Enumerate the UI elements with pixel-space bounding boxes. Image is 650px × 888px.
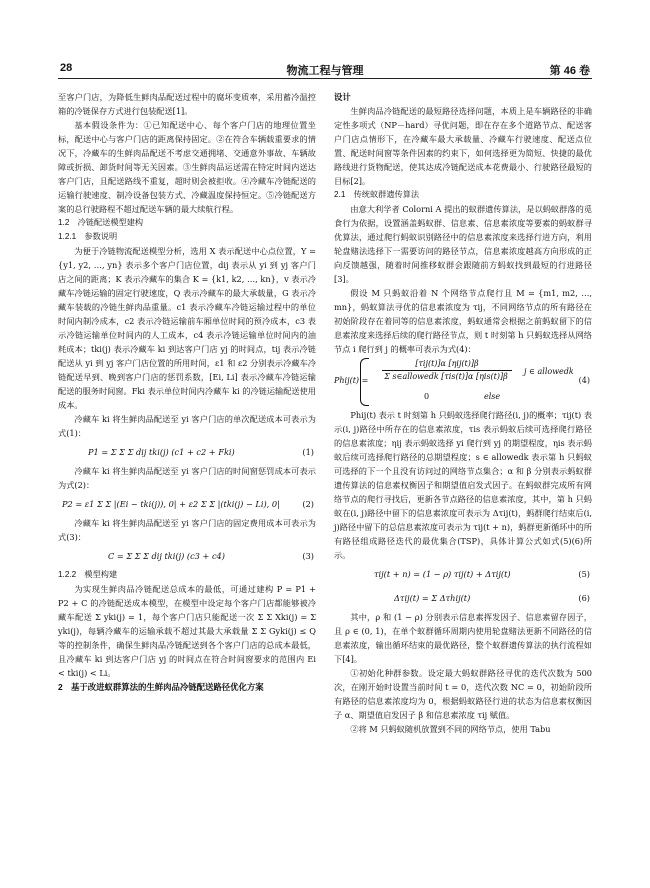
section-heading: 1.2 冷链配送模型建构	[58, 218, 144, 227]
equation-zero-case: 0	[424, 392, 430, 401]
equation-number: (5)	[578, 569, 590, 579]
equation-body: P1 = Σ Σ Σ dij tki(j) (c1 + c2 + Fki)	[88, 447, 235, 457]
equation-5	[334, 562, 592, 586]
paragraph: 冷藏车 ki 将生鲜肉品配送至 yi 客户门店的固定费用成本可表示为式(3)：	[58, 518, 316, 542]
equation-condition: j ∈ allowedk	[524, 367, 574, 376]
equation-numerator: [τij(t)]α [ηij(t)]β	[382, 358, 512, 371]
equation-number: (6)	[578, 593, 590, 603]
right-column	[334, 90, 592, 736]
subsection-heading: 2.1 传统蚁群遗传算法	[334, 190, 420, 199]
paragraph: 基本假设条件为：①已知配送中心、每个客户门店的地理位置坐标，配送中心与客户门店的距离保持固定。②在符合车辆载重要求的情况下，冷藏车的生鲜肉品配送不考虑交通拥堵、交通意外事故、车辆故障或折损、卸货时间等无关因素。③生鲜肉品运送需在特定时间内送达客户门店，且配送路线不重复，超时则会被拒收。④冷藏车冷链配送的运输行驶速度、制冷设备包装方式、冷藏温度保持恒定。⑤冷链配送方案的总行驶路程不超过配送车辆的最大续航行程。	[58, 120, 316, 214]
equation-2	[58, 492, 316, 516]
paragraph: Phij(t) 表示 t 时刻第 h 只蚂蚁选择爬行路径(i, j)的概率；τij(t) 表示(i, j)路径中所存在的信息素浓度，τis 表示蚂蚁后续可选择爬行路径的信息素浓度；ηij 表示蚂蚁选择 yi 爬行到 yj 的期望程度，ηis 表示蚂蚁后续可选择爬行路径的总期望程度；s ∈ allowedk 表示第 h 只蚂蚁可选择的下一个且没有访问过的网络节点集合；α 和 β 分别表示蚂蚁群遗传算法的信息素权衡因子和期望值启发式因子。在蚂蚁群完成所有网络节点的爬行寻找后，更新各节点路径的信息素浓度，其中，第 h 只蚂蚁在(i, j)路径中留下的信息素浓度可表示为 Δτij(t)，蚂群爬行结束后(i, j)路径中留下的总信息素浓度可表示为 τij(t + n)，蚂群更新循环中的所有路径组成路径迭代的最优集合(TSP)，具体计算公式如式(5)(6)所示。	[334, 410, 592, 560]
left-column	[58, 90, 316, 694]
paragraph: 冷藏车 ki 将生鲜肉品配送至 yi 客户门店的单次配送成本可表示为式(1)：	[58, 414, 316, 438]
equation-number: (1)	[302, 447, 314, 457]
equation-number: (2)	[302, 499, 314, 509]
paragraph: 其中，ρ 和 (1 − ρ) 分别表示信息素挥发因子、信息素留存因子，且 ρ ∈ (0, 1)，在单个蚁群循环周期内使用轮盘赌法更新不同路径的信息素浓度，输出循环结束的最优路径，整个蚁群遗传算法的执行流程如下[4]。	[334, 612, 592, 664]
equation-lhs: Phij(t) =	[334, 376, 369, 385]
section-heading-continued: 设计	[334, 92, 351, 102]
equation-number: (3)	[302, 551, 314, 561]
equation-body: C = Σ Σ Σ dij tki(j) (c3 + c4)	[108, 551, 225, 561]
paragraph: ②将 M 只蚂蚁随机放置到不同的网络节点，使用 Tabu	[350, 724, 551, 734]
paragraph: 由意大利学者 Colorni A 提出的蚁群遗传算法，是以蚂蚁群落的觅食行为依据，设置涵盖蚂蚁群、信息素、信息素浓度等要素的蚂蚁群寻优算法，通过爬行蚂蚁识别路径中的信息素浓度来选择行进方向，利用轮盘赌法选择下一需要访问的路径节点，信息素浓度越高方向形成的正向反馈越强，随着时间推移蚁群会跟随前方蚂蚁找到最短的行进路径[3]。	[334, 204, 592, 284]
equation-denominator: Σ s∈allowedk [τis(t)]α [ηis(t)]β	[384, 372, 508, 381]
equation-3	[58, 544, 316, 568]
paragraph: 冷藏车 ki 将生鲜肉品配送至 yi 客户门店的时间窗惩罚成本可表示为式(2)：	[58, 466, 316, 490]
equation-body: P2 = ε1 Σ Σ |(Ei − tki(j)), 0| + ε2 Σ Σ |(tki(j) − Li), 0|	[62, 499, 280, 509]
paragraph: 为便于冷链物流配送模型分析，选用 X 表示配送中心点位置，Y = {y1, y2, …, yn} 表示多个客户门店位置，dij 表示从 yi 到 yj 客户门店之间的距离；K 表示冷藏车的集合 K = {k1, k2, …, kn}，v 表示冷藏车冷链运输的固定行驶速度，Q 表示冷藏车的最大承载量，G 表示冷藏车装载的冷链生鲜肉品重量。c1 表示冷藏车冷链运输过程中的单位时间内制冷成本，c2 表示冷链运输前车厢单位时间的预冷成本，c3 表示冷链运输单位时间内的人工成本，c4 表示冷链运输单位时间内的油耗成本；tki(j) 表示冷藏车 ki 到达客户门店 yj 的时间点，tij 表示冷链配送从 yi 到 yj 客户门店位置的所用时间，ε1 和 ε2 分别表示冷藏车冷链配送早到、晚到客户门店的惩罚系数，[Ei, Li] 表示冷藏车冷链运输配送的服务时间窗。Fki 表示单位时间内冷藏车 ki 的冷链运输配送使用成本。	[58, 246, 316, 410]
subsection-heading: 1.2.2 模型构建	[58, 570, 118, 579]
equation-body: τij(t + n) = (1 − ρ) τij(t) + Δτij(t)	[374, 569, 511, 579]
paragraph: 假设 M 只蚂蚁沿着 N 个网络节点爬行且 M = {m1, m2, …, mn}，蚂蚁算法寻优的信息素浓度为 τij，不同网络节点的所有路径在初始阶段存在着同等的信息素浓度，蚂蚁通常会根据之前蚂蚁留下的信息素浓度来选择后续的爬行路径节点，则 t 时刻第 h 只蚂蚁选择从网络节点 i 爬行到 j 的概率可表示为式(4)：	[334, 288, 592, 354]
subsection-heading: 1.2.1 参数说明	[58, 232, 118, 241]
equation-6	[334, 586, 592, 610]
equation-1	[58, 440, 316, 464]
journal-title: 物流工程与管理	[286, 65, 364, 77]
volume-label: 第 46 卷	[549, 65, 590, 77]
running-header	[58, 60, 592, 79]
paragraph: 生鲜肉品冷链配送的最短路径选择问题，本质上是车辆路径的非确定性多项式（NP－hard）寻优问题，即在存在多个道路节点、配送客户门店点情形下，在冷藏车最大承载量、冷藏车行驶速度、配送点位置、配送时间窗等条件因素的约束下，如何选择更为简短、快捷的最优路线进行货物配送，使其达成冷链配送成本花费最小、行驶路径最短的目标[2]。	[334, 106, 592, 186]
paragraph: 为实现生鲜肉品冷链配送总成本的最低，可通过建构 P = P1 + P2 + C 的冷链配送成本模型，在模型中设定每个客户门店都能够被冷藏车配送 Σ yki(j) = 1，每个客户门店只能配送一次 Σ Σ Xki(j) = Σ yki(j)，每辆冷藏车的运输承载不超过其最大承载量 Σ Σ Gyki(j) ≤ Q 等的控制条件，确保生鲜肉品冷链配送到各个客户门店的总成本最低，且冷藏车 ki 到达客户门店 yj 的时间点在符合时间窗要求的范围内 Ei < tki(j) < Li。	[58, 584, 316, 678]
equation-number: (4)	[578, 376, 590, 385]
page-number: 28	[60, 62, 73, 74]
paragraph: ①初始化种群参数。设定最大蚂蚁群路径寻优的迭代次数为 500 次，在刚开始时设置当前时间 t = 0，迭代次数 NC = 0，初始阶段所有路径的信息素浓度均为 0，根据蚂蚁路径行进的状态为信息素权衡因子 α、期望值启发因子 β 和信息素浓度 τij 赋值。	[334, 668, 592, 720]
equation-4	[334, 356, 592, 408]
paragraph: 至客户门店，为降低生鲜肉品配送过程中的腐坏变质率，采用蓄冷温控箱的冷链保存方式进行包装配送[1]。	[58, 92, 316, 116]
brace	[360, 358, 369, 406]
section-heading: 2 基于改进蚁群算法的生鲜肉品冷链配送路径优化方案	[58, 682, 264, 692]
equation-body: Δτij(t) = Σ Δτhij(t)	[394, 593, 471, 603]
equation-condition: else	[484, 392, 501, 401]
